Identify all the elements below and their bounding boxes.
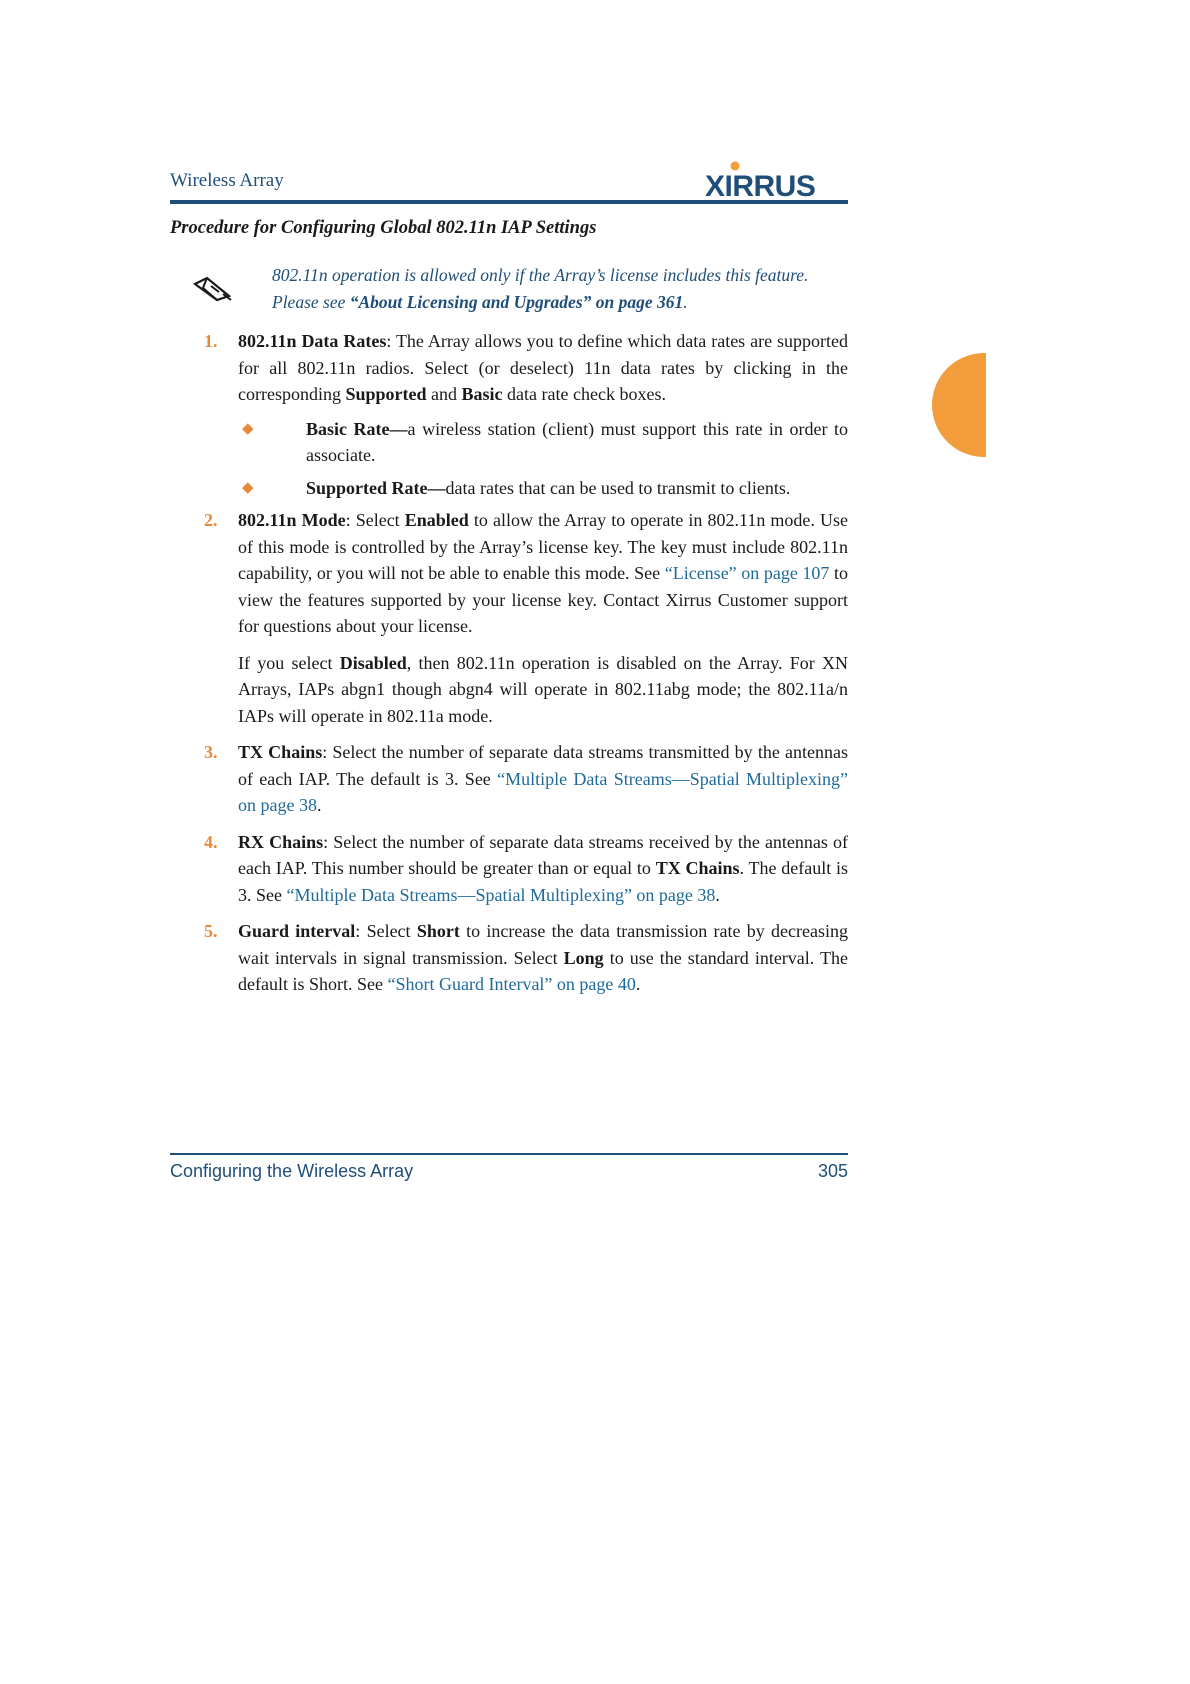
- item-label: 802.11n Data Rates: [238, 331, 387, 351]
- item-text: If you select: [238, 652, 340, 673]
- section-title: Procedure for Configuring Global 802.11n IAP Settings: [170, 218, 597, 238]
- logo-text: XIRRUS: [705, 170, 816, 200]
- bullet-text: a wireless station (client) must support this rate in order to associate.: [306, 418, 849, 465]
- cross-reference-link[interactable]: “License” on page 107: [664, 563, 830, 583]
- item-text: to use the standard interval. The default is Short. See: [238, 947, 848, 994]
- bullet-item: [238, 475, 848, 502]
- item-text: to view the features supported by your license key. Contact Xirrus Customer support for questions about your license.: [238, 563, 848, 636]
- item-number: 5.: [204, 921, 218, 941]
- item-bold: Enabled: [404, 510, 469, 530]
- list-item: [170, 328, 848, 408]
- item-text: and: [426, 384, 462, 404]
- item-bold: TX Chains: [655, 858, 740, 878]
- note-line-1: 802.11n operation is allowed only if the Array’s license includes this feature.: [272, 265, 809, 285]
- cross-reference-link[interactable]: “Short Guard Interval” on page 40: [387, 974, 636, 994]
- bullet-icon: ◆: [242, 479, 254, 496]
- note-pencil-icon: [193, 276, 233, 302]
- footer-rule: [170, 1153, 848, 1155]
- item-label: Guard interval: [238, 921, 356, 941]
- item-text: data rate check boxes.: [502, 384, 666, 404]
- item-text: . The default is 3. See: [238, 858, 849, 905]
- item-text: to increase the data transmission rate by decreasing wait intervals in signal transmission. Select: [238, 921, 848, 968]
- footer-chapter-title: Configuring the Wireless Array: [170, 1161, 414, 1181]
- item-text: : Select: [355, 921, 417, 941]
- rate-bullets: [170, 416, 848, 502]
- item-text: : The Array allows you to define which data rates are supported for all 802.11n radios. Select (or deselect) 11n data rates by clicking in the corresponding: [238, 331, 848, 404]
- note-link[interactable]: “About Licensing and Upgrades” on page 361: [349, 292, 684, 312]
- running-header-title: Wireless Array: [170, 170, 284, 191]
- list-item: [170, 739, 848, 819]
- bullet-label: Supported Rate—: [306, 477, 446, 498]
- item-bold: Basic: [461, 384, 503, 404]
- procedure-list: [170, 328, 848, 998]
- note-line-2-prefix: Please see: [272, 292, 350, 312]
- item-label: TX Chains: [238, 742, 323, 762]
- note-line-2: [272, 289, 852, 316]
- list-item: [170, 507, 848, 640]
- bullet-icon: ◆: [242, 420, 254, 437]
- header-rule: [170, 200, 848, 204]
- note-line-2-suffix: .: [683, 292, 688, 312]
- cross-reference-link[interactable]: “Multiple Data Streams—Spatial Multiplexing” on page 38: [286, 884, 716, 905]
- bullet-text: data rates that can be used to transmit to clients.: [445, 477, 791, 498]
- chapter-tab: [932, 353, 986, 457]
- item-text: : Select the number of separate data streams transmitted by the antennas of each IAP. The default is 3. See: [238, 742, 848, 789]
- item-label: RX Chains: [238, 831, 324, 852]
- note-text: [272, 262, 852, 316]
- item-bold: Long: [563, 947, 604, 968]
- item-text: : Select: [345, 510, 405, 530]
- item-bold: Disabled: [339, 652, 407, 673]
- item-text: .: [316, 795, 322, 815]
- list-item: [170, 829, 848, 909]
- item-number: 2.: [204, 510, 218, 530]
- list-item: [170, 918, 848, 998]
- item-number: 4.: [204, 831, 218, 852]
- bullet-label: Basic Rate—: [306, 418, 408, 439]
- item-text: : Select the number of separate data streams received by the antennas of each IAP. This number should be greater than or equal to: [238, 831, 849, 878]
- page-number: 305: [817, 1161, 848, 1181]
- bullet-item: [238, 416, 848, 469]
- item-text: .: [715, 884, 720, 905]
- xirrus-logo: [705, 160, 845, 200]
- item-text: .: [635, 974, 641, 994]
- item-label: 802.11n Mode: [238, 510, 346, 530]
- item-paragraph: [170, 650, 848, 730]
- item-bold: Supported: [345, 384, 427, 404]
- item-bold: Short: [416, 921, 460, 941]
- cross-reference-link[interactable]: “Multiple Data Streams—Spatial Multiplexing” on page 38: [238, 768, 849, 815]
- item-text: to allow the Array to operate in 802.11n mode. Use of this mode is controlled by the Array’s license key. The key must include 802.11n capability, or you will not be able to enable this mode. See: [238, 510, 848, 583]
- item-number: 1.: [204, 331, 218, 351]
- item-number: 3.: [204, 742, 218, 762]
- item-text: , then 802.11n operation is disabled on the Array. For XN Arrays, IAPs abgn1 though abgn4 will operate in 802.11abg mode; the 802.11a/n IAPs will operate in 802.11a mode.: [238, 652, 848, 726]
